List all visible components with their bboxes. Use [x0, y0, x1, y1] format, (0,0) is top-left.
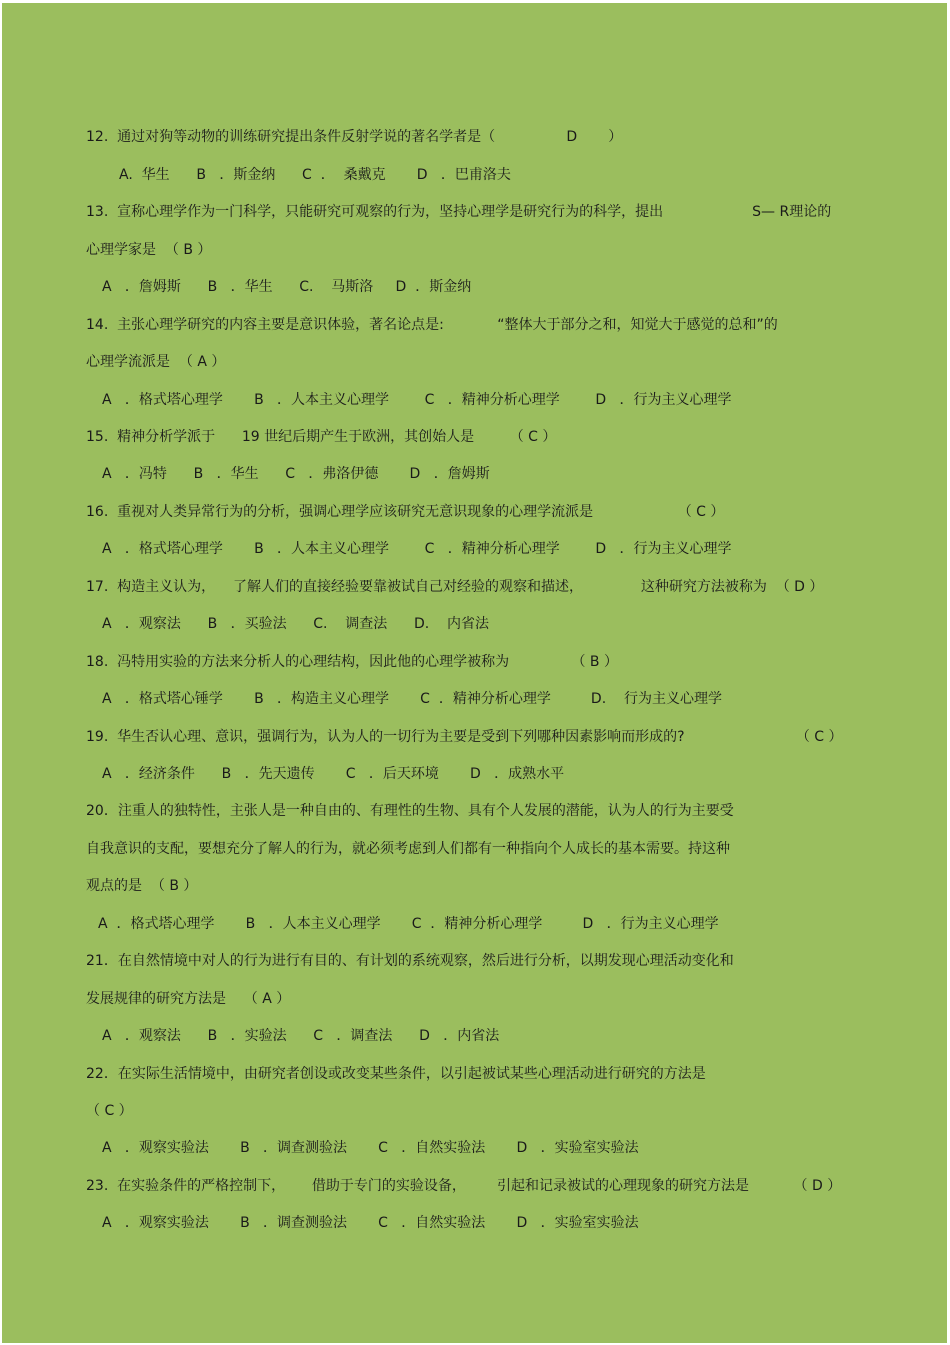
options-14: A ．格式塔心理学 B ．人本主义心理学 C ．精神分析心理学 D ．行为主义心理学 [102, 392, 732, 408]
options-20: A ．格式塔心理学 B ．人本主义心理学 C ．精神分析心理学 D ．行为主义心理学 [98, 916, 719, 932]
options-19: A ．经济条件 B ．先天遗传 C ．后天环境 D ．成熟水平 [102, 766, 565, 782]
options-16: A ．格式塔心理学 B ．人本主义心理学 C ．精神分析心理学 D ．行为主义心理学 [102, 541, 732, 557]
options-18: A ．格式塔心锤学 B ．构造主义心理学 C ．精神分析心理学 D. 行为主义心理学 [102, 691, 722, 707]
question-14: 14. 主张心理学研究的内容主要是意识体验，著名论点是: “整体大于部分之和，知觉大于感觉的总和”的 [86, 317, 778, 333]
question-13-cont: 心理学家是 （ B ） [86, 242, 212, 258]
options-17: A ．观察法 B ．买验法 C. 调查法 D. 内省法 [102, 616, 490, 632]
question-22: 22．在实际生活情境中，由研究者创设或改变某些条件，以引起被试某些心理活动进行研究的方法是 [86, 1066, 706, 1082]
question-16: 16. 重视对人类异常行为的分析，强调心理学应该研究无意识现象的心理学流派是 （ C ） [86, 504, 725, 520]
question-23: 23. 在实验条件的严格控制下， 借助于专门的实验设备， 引起和记录被试的心理现象的研究方法是 （ D ） [86, 1178, 842, 1194]
question-20: 20．注重人的独特性，主张人是一种自由的、有理性的生物、具有个人发展的潜能，认为人的行为主要受 [86, 803, 734, 819]
question-20-cont-2: 观点的是 （ B ） [86, 878, 198, 894]
question-13: 13. 宣称心理学作为一门科学，只能研究可观察的行为，坚持心理学是研究行为的科学，提出 S— R理论的 [86, 204, 832, 220]
options-21: A ．观察法 B ．实验法 C ．调查法 D ．内省法 [102, 1028, 500, 1044]
question-18: 18. 冯特用实验的方法来分析人的心理结构，因此他的心理学被称为 （ B ） [86, 654, 618, 670]
question-15: 15. 精神分析学派于 19 世纪后期产生于欧洲，其创始人是 （ C ） [86, 429, 557, 445]
options-15: A ．冯特 B ．华生 C ．弗洛伊德 D ．詹姆斯 [102, 466, 490, 482]
question-19: 19. 华生否认心理、意识，强调行为，认为人的一切行为主要是受到下列哪种因素影响而形成的? （ C ） [86, 729, 843, 745]
question-20-cont-1: 自我意识的支配，要想充分了解人的行为，就必须考虑到人们都有一种指向个人成长的基本需要。持这种 [86, 841, 730, 857]
document-page [2, 3, 947, 1343]
question-21-cont: 发展规律的研究方法是 （ A ） [86, 991, 291, 1007]
question-12: 12. 通过对狗等动物的训练研究提出条件反射学说的著名学者是（ D ） [86, 129, 623, 145]
question-17: 17. 构造主义认为， 了解人们的直接经验要靠被试自己对经验的观察和描述， 这种研究方法被称为 （ D ） [86, 579, 824, 595]
question-21: 21．在自然情境中对人的行为进行有目的、有计划的系统观察，然后进行分析，以期发现心理活动变化和 [86, 953, 734, 969]
question-22-cont: （ C ） [86, 1103, 133, 1119]
options-12: A. 华生 B ．斯金纳 C ． 桑戴克 D ．巴甫洛夫 [119, 167, 511, 183]
question-14-cont: 心理学流派是 （ A ） [86, 354, 226, 370]
options-13: A ．詹姆斯 B ．华生 C. 马斯洛 D ．斯金纳 [102, 279, 472, 295]
options-23: A ．观察实验法 B ．调查测验法 C ．自然实验法 D ．实验室实验法 [102, 1215, 639, 1231]
options-22: A ．观察实验法 B ．调查测验法 C ．自然实验法 D ．实验室实验法 [102, 1140, 639, 1156]
